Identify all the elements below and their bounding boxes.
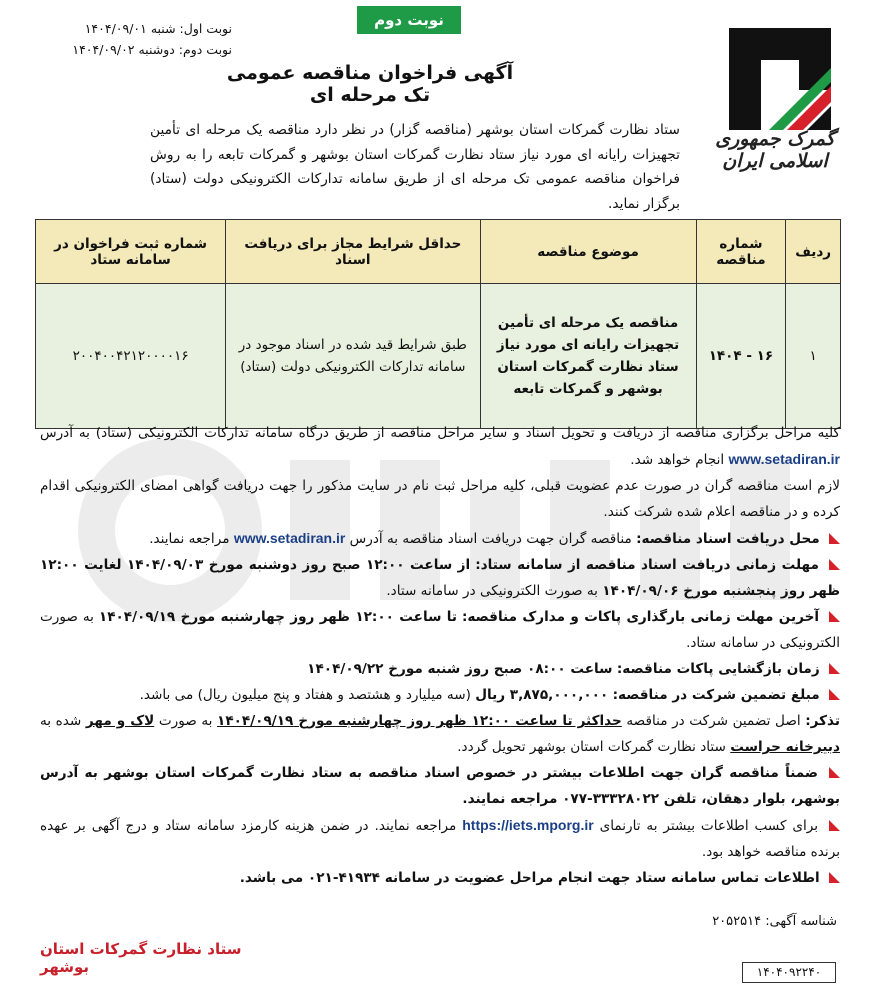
- header-tender-subject: موضوع مناقصه: [480, 220, 696, 284]
- intro-paragraph: ستاد نظارت گمرکات استان بوشهر (مناقصه گزار) در نظر دارد مناقصه یک مرحله ای تأمین تجهیزات رایانه ای مورد نیاز ستاد نظارت گمرکات استان بوشهر و گمرکات تابعه را به روش فراخوان مناقصه عمومی تک مرحله ای از طریق سامانه تدارکات الکترونیکی دولت (ستاد) برگزار نماید.: [150, 122, 680, 212]
- bullet-triangle-icon: [829, 663, 840, 674]
- logo-caption: گمرک جمهوری اسلامی ایران: [715, 128, 835, 172]
- deadline-item: مهلت زمانی دریافت اسناد مناقصه از سامانه ستاد: از ساعت ۱۲:۰۰ صبح روز دوشنبه مورخ ۱۴۰۴/۰۹/۰۳ لغایت ۱۲:۰۰ ظهر روز پنجشنبه مورخ ۱۴۰۴/۰۹/۰۶ به صورت الکترونیکی در سامانه ستاد.: [40, 557, 840, 599]
- bullet-triangle-icon: [829, 533, 840, 544]
- tender-table: [35, 219, 841, 429]
- bullet-triangle-icon: [829, 820, 840, 831]
- ad-code-box: ۱۴۰۴۰۹۲۲۴۰: [742, 962, 836, 983]
- second-round-date: نوبت دوم: دوشنبه ۱۴۰۴/۰۹/۰۲: [72, 42, 232, 57]
- tender-body: [40, 420, 840, 891]
- publication-dates: [12, 18, 232, 60]
- bullet-triangle-icon: [829, 767, 840, 778]
- round-badge: نوبت دوم: [357, 6, 461, 34]
- setad-link-2[interactable]: www.setadiran.ir: [233, 530, 346, 546]
- page-title: آگهی فراخوان مناقصه عمومی تک مرحله ای: [226, 62, 514, 106]
- contact-item: ضمناً مناقصه گران جهت اطلاعات بیشتر در خصوص اسناد مناقصه به ستاد نظارت گمرکات استان بوشهر به آدرس بوشهر، بلوار دهقان، تلفن ۳۳۳۲۸۰۲۲-۰۷۷ مراجعه نمایند.: [40, 765, 840, 807]
- iets-link[interactable]: https://iets.mporg.ir: [462, 817, 594, 833]
- table-header-row: [36, 220, 841, 284]
- first-round-date: نوبت اول: شنبه ۱۴۰۴/۰۹/۰۱: [84, 21, 232, 36]
- cell-tender-subject: مناقصه یک مرحله ای تأمین تجهیزات رایانه ای مورد نیاز ستاد نظارت گمرکات استان بوشهر و گمرکات تابعه: [480, 284, 696, 429]
- bullet-triangle-icon: [829, 689, 840, 700]
- table-row: [36, 284, 841, 429]
- bullet-triangle-icon: [829, 611, 840, 622]
- cell-registration-number: ۲۰۰۴۰۰۴۲۱۲۰۰۰۰۱۶: [36, 284, 226, 429]
- cell-tender-number: ۱۶ - ۱۴۰۴: [696, 284, 786, 429]
- guarantee-item: مبلغ تضمین شرکت در مناقصه: ۳,۸۷۵,۰۰۰,۰۰۰ ریال (سه میلیارد و هشتصد و هفتاد و پنج میلیون ریال) می باشد.: [40, 682, 840, 708]
- header-conditions: حداقل شرایط مجاز برای دریافت اسناد: [226, 220, 480, 284]
- bullet-triangle-icon: [829, 559, 840, 570]
- bullet-triangle-icon: [829, 872, 840, 883]
- setad-link[interactable]: www.setadiran.ir: [728, 451, 840, 467]
- signature-text: ستاد نظارت گمرکات استان بوشهر: [40, 940, 242, 976]
- info-item: برای کسب اطلاعات بیشتر به تارنمای https://iets.mporg.ir مراجعه نمایند. در ضمن هزینه کارمزد سامانه ستاد و درج آگهی بر عهده برنده مناقصه خواهد بود.: [40, 817, 840, 860]
- process-paragraph: کلیه مراحل برگزاری مناقصه از دریافت و تحویل اسناد و سایر مراحل مناقصه از طریق درگاه سامانه تدارکات الکترونیکی (ستاد) به آدرس www.setadiran.ir انجام خواهد شد.: [40, 425, 840, 468]
- cell-conditions: طبق شرایط قید شده در اسناد موجود در سامانه تدارکات الکترونیکی دولت (ستاد): [226, 284, 480, 429]
- header-registration-number: شماره ثبت فراخوان در سامانه ستاد: [36, 220, 226, 284]
- header-row-number: ردیف: [786, 220, 841, 284]
- ad-id: شناسه آگهی: ۲۰۵۲۵۱۴: [712, 914, 837, 929]
- setad-contact-item: اطلاعات تماس سامانه ستاد جهت انجام مراحل عضویت در سامانه ۴۱۹۳۴-۰۲۱ می باشد.: [40, 865, 840, 891]
- header-tender-number: شماره مناقصه: [696, 220, 786, 284]
- opening-item: زمان بازگشایی پاکات مناقصه: ساعت ۰۸:۰۰ صبح روز شنبه مورخ ۱۴۰۴/۰۹/۲۲: [40, 656, 840, 682]
- note-paragraph: تذکر: اصل تضمین شرکت در مناقصه حداکثر تا ساعت ۱۲:۰۰ ظهر روز چهارشنبه مورخ ۱۴۰۴/۰۹/۱۹ به صورت لاک و مهر شده به دبیرخانه حراست ستاد نظارت گمرکات استان بوشهر تحویل گردد.: [40, 713, 841, 755]
- customs-logo-icon: [721, 20, 839, 138]
- cell-row-number: ۱: [786, 284, 841, 429]
- upload-deadline-item: آخرین مهلت زمانی بارگذاری پاکات و مدارک مناقصه: تا ساعت ۱۲:۰۰ ظهر روز چهارشنبه مورخ ۱۴۰۴/۰۹/۱۹ به صورت الکترونیکی در سامانه ستاد.: [40, 609, 840, 651]
- registration-paragraph: لازم است مناقصه گران در صورت عدم عضویت قبلی، کلیه مراحل ثبت نام در سایت مذکور را جهت دریافت گواهی امضای الکترونیکی اقدام کرده و در مناقصه اعلام شده شرکت کنند.: [40, 478, 840, 520]
- doc-place-item: محل دریافت اسناد مناقصه: مناقصه گران جهت دریافت اسناد مناقصه به آدرس www.setadiran.ir مراجعه نمایند.: [40, 525, 840, 552]
